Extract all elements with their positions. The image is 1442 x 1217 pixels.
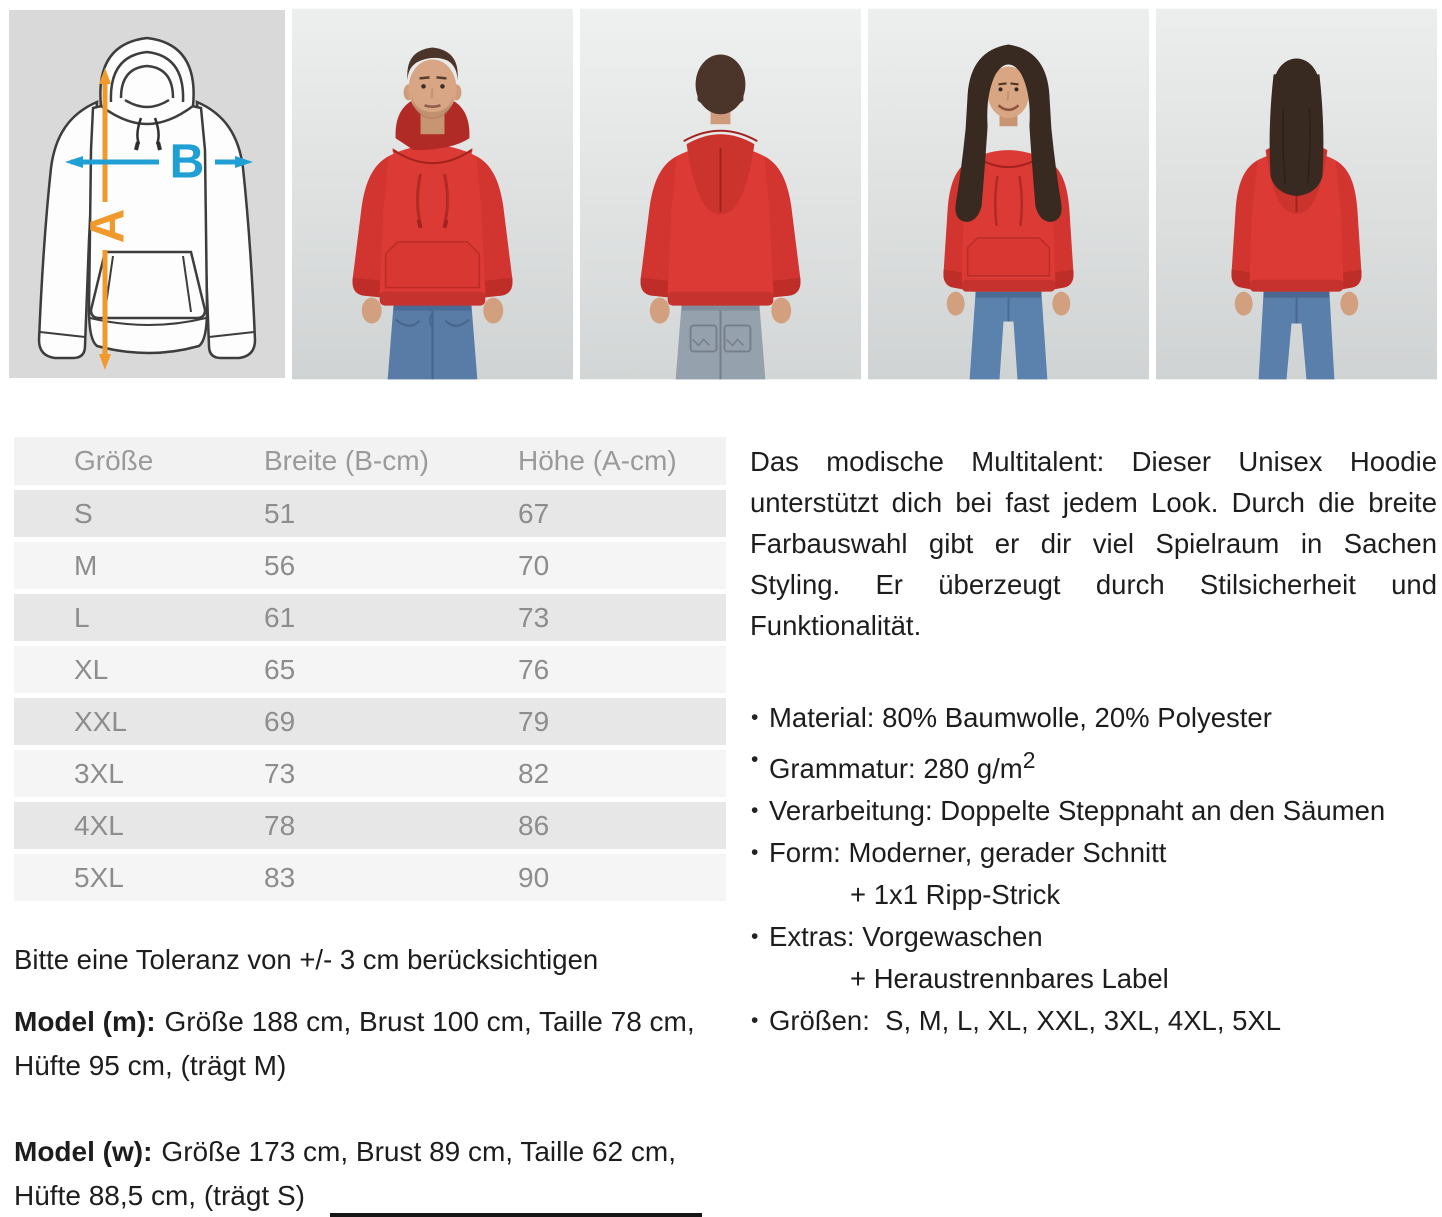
cell-width: 65: [264, 653, 296, 685]
table-row: [14, 750, 726, 802]
cell-size: M: [74, 549, 98, 581]
photo-male-back: [580, 8, 861, 380]
table-row: [14, 646, 726, 698]
feature-grammatur: [750, 739, 1437, 790]
model-female-label: Model (w):: [14, 1136, 153, 1167]
feature-extras: [750, 916, 1437, 1000]
table-row: [14, 490, 726, 542]
table-row: [14, 698, 726, 750]
table-row: [14, 854, 726, 906]
table-row: [14, 802, 726, 854]
model-female-info: [14, 1130, 708, 1217]
model-male-measurements: Größe 188 cm, Brust 100 cm, Taille 78 cm, Hüfte 95 cm, (trägt M): [14, 1006, 695, 1081]
cell-width: 78: [264, 809, 296, 841]
male-back-photo-icon: [580, 8, 861, 380]
width-label: B: [169, 135, 205, 189]
cell-height: 86: [518, 809, 550, 841]
feature-form: [750, 832, 1437, 916]
col-header-height: Höhe (A-cm): [518, 445, 677, 476]
divider: [330, 1213, 702, 1217]
feature-list: [750, 697, 1437, 1042]
superscript: 2: [1022, 747, 1036, 773]
col-header-width: Breite (B-cm): [264, 445, 429, 476]
cell-height: 90: [518, 861, 550, 893]
cell-height: 70: [518, 549, 550, 581]
product-media-row: [9, 8, 1437, 380]
female-front-photo-icon: [868, 8, 1149, 380]
cell-size: L: [74, 601, 90, 633]
cell-width: 83: [264, 861, 296, 893]
photo-female-front: [868, 8, 1149, 380]
feature-subtext: + Heraustrennbares Label: [850, 963, 1169, 995]
cell-size: XL: [74, 653, 109, 685]
model-female-measurements: Größe 173 cm, Brust 89 cm, Taille 62 cm, Hüfte 88,5 cm, (trägt S): [14, 1136, 676, 1211]
feature-text: Extras: Vorgewaschen: [769, 921, 1043, 953]
hoodie-measure-diagram-icon: [9, 8, 285, 380]
cell-width: 61: [264, 601, 296, 633]
cell-size: S: [74, 497, 93, 529]
col-header-size: Größe: [74, 445, 154, 476]
cell-height: 76: [518, 653, 550, 685]
female-back-photo-icon: [1156, 8, 1437, 380]
feature-subtext: + 1x1 Ripp-Strick: [850, 879, 1061, 911]
feature-text: Grammatur: 280 g/m: [769, 753, 1023, 785]
photo-male-front: [292, 8, 573, 380]
cell-size: 5XL: [74, 861, 124, 893]
feature-text: Form: Moderner, gerader Schnitt: [769, 837, 1167, 869]
cell-height: 79: [518, 705, 550, 737]
cell-width: 51: [264, 497, 296, 529]
table-row: [14, 594, 726, 646]
tolerance-note: Bitte eine Toleranz von +/- 3 cm berücksichtigen: [14, 944, 599, 975]
cell-width: 56: [264, 549, 296, 581]
size-table: [14, 437, 726, 906]
cell-height: 73: [518, 601, 550, 633]
model-male-label: Model (m):: [14, 1006, 156, 1037]
feature-text: Material: 80% Baumwolle, 20% Polyester: [769, 702, 1272, 733]
size-table-header-row: [14, 437, 726, 490]
feature-text: Größen: S, M, L, XL, XXL, 3XL, 4XL, 5XL: [769, 1005, 1282, 1037]
cell-size: 4XL: [74, 809, 124, 841]
cell-height: 67: [518, 497, 550, 529]
cell-height: 82: [518, 757, 550, 789]
male-front-photo-icon: [292, 8, 573, 380]
cell-width: 69: [264, 705, 296, 737]
cell-width: 73: [264, 757, 296, 789]
table-row: [14, 542, 726, 594]
cell-size: XXL: [74, 705, 127, 737]
product-description: [750, 441, 1437, 1042]
feature-verarbeitung: [750, 790, 1437, 832]
cell-size: 3XL: [74, 757, 124, 789]
description-paragraph: Das modische Multitalent: Dieser Unisex Hoodie unterstützt dich bei fast jedem Look. Durch die breite Farbauswahl gibt er dir viel Spielraum in Sachen Styling. Er überzeugt durch Stilsicherheit und Funktionalität.: [750, 446, 1437, 641]
feature-text: Verarbeitung: Doppelte Steppnaht an den Säumen: [769, 795, 1386, 827]
height-label: A: [81, 208, 135, 244]
model-male-info: [14, 1000, 708, 1088]
photo-female-back: [1156, 8, 1437, 380]
size-measure-diagram-tile: [9, 8, 285, 380]
feature-groessen: [750, 1000, 1437, 1042]
feature-material: [750, 697, 1437, 739]
